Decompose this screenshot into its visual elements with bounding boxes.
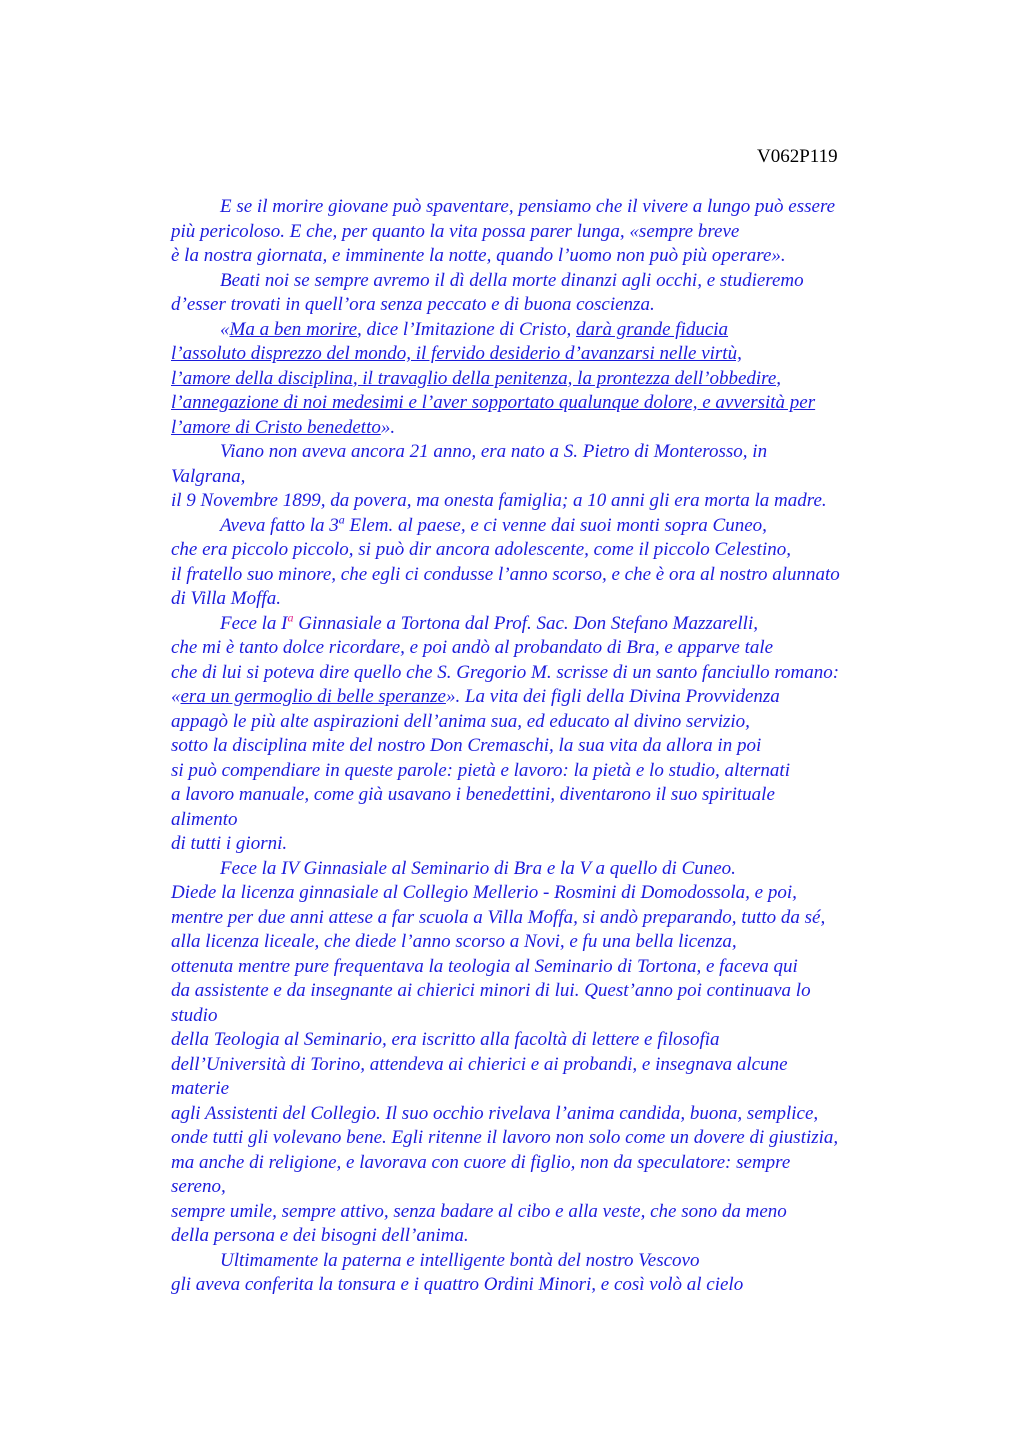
text-line — [171, 759, 911, 784]
text-line — [171, 955, 911, 980]
text-segment: E se il morire giovane può spaventare, pensiamo che il vivere a lungo può essere — [220, 196, 836, 217]
text-line — [171, 1126, 911, 1151]
text-segment: da assistente e da insegnante ai chierici minori di lui. Quest’anno poi continuava lo — [171, 980, 811, 1001]
text-segment: alimento — [171, 808, 238, 830]
superscript: a — [287, 610, 294, 625]
text-segment: che di lui si poteva dire quello che S. Gregorio M. scrisse di un santo fanciullo romano: — [171, 661, 840, 683]
text-segment: ma anche di religione, e lavorava con cuore di figlio, non da speculatore: sempre — [171, 1151, 791, 1173]
underlined-text: era un germoglio di belle speranze — [180, 686, 446, 707]
text-line — [171, 710, 911, 735]
text-line — [171, 514, 911, 539]
text-segment: Beati noi se sempre avremo il dì della morte dinanzi agli occhi, e studieremo — [220, 269, 804, 291]
text-line — [171, 465, 911, 490]
text-segment: gli aveva conferita la tonsura e i quattro Ordini Minori, e così volò al cielo — [171, 1274, 744, 1295]
text-segment: della Teologia al Seminario, era iscritto alla facoltà di lettere e filosofia — [171, 1029, 720, 1050]
underlined-text: l’amore della disciplina, il travaglio della penitenza, la prontezza dell’obbedire, — [171, 367, 782, 389]
page-code: V062P119 — [757, 146, 838, 167]
text-line — [171, 685, 911, 710]
text-segment: della persona e dei bisogni dell’anima. — [171, 1225, 469, 1246]
text-segment: Valgrana, — [171, 465, 246, 487]
superscript: a — [338, 512, 345, 527]
underlined-text: l’amore di Cristo benedetto — [171, 416, 381, 438]
text-line — [171, 636, 911, 661]
text-line — [171, 440, 911, 465]
text-line — [171, 318, 911, 343]
text-segment: ottenuta mentre pure frequentava la teologia al Seminario di Tortona, e faceva qui — [171, 955, 798, 977]
text-segment: di tutti i giorni. — [171, 833, 288, 854]
underlined-text: darà grande fiducia — [576, 318, 729, 340]
text-line — [171, 1175, 911, 1200]
text-line — [171, 1224, 911, 1249]
text-segment: Fece la I — [220, 612, 288, 634]
text-line — [171, 734, 911, 759]
text-segment: si può compendiare in queste parole: pietà e lavoro: la pietà e lo studio, alternati — [171, 759, 790, 781]
text-segment: ». — [380, 416, 396, 438]
text-line — [171, 1249, 911, 1274]
text-segment: « — [171, 686, 181, 707]
text-segment: Diede la licenza ginnasiale al Collegio Mellerio - Rosmini di Domodossola, e poi, — [171, 882, 797, 903]
text-segment: Viano non aveva ancora 21 anno, era nato a S. Pietro di Monterosso, in — [220, 441, 768, 462]
text-line — [171, 342, 911, 367]
text-segment: più pericoloso. E che, per quanto la vita possa parer lunga, «sempre breve — [171, 220, 740, 242]
text-line — [171, 612, 911, 637]
text-segment: studio — [171, 1004, 218, 1026]
text-segment: a lavoro manuale, come già usavano i benedettini, diventarono il suo spirituale — [171, 784, 775, 805]
text-segment: Ultimamente la paterna e intelligente bontà del nostro Vescovo — [220, 1249, 700, 1271]
text-line — [171, 1053, 911, 1078]
text-segment: ». La vita dei figli della Divina Provvidenza — [445, 686, 780, 707]
text-line — [171, 416, 911, 441]
text-segment: mentre per due anni attese a far scuola a Villa Moffa, si andò preparando, tutto da sé, — [171, 906, 826, 928]
text-segment: appagò le più alte aspirazioni dell’anima sua, ed educato al divino servizio, — [171, 710, 750, 732]
text-segment: che era piccolo piccolo, si può dir ancora adolescente, come il piccolo Celestino, — [171, 539, 791, 560]
text-segment: il fratello suo minore, che egli ci condusse l’anno scorso, e che è ora al nostro alunnato — [171, 563, 840, 585]
text-line — [171, 930, 911, 955]
text-segment: di Villa Moffa. — [171, 588, 281, 609]
text-segment: Elem. al paese, e ci venne dai suoi monti sopra Cuneo, — [344, 514, 767, 536]
text-line — [171, 244, 911, 269]
text-line — [171, 783, 911, 808]
text-line — [171, 857, 911, 882]
text-line — [171, 1077, 911, 1102]
text-line — [171, 881, 911, 906]
text-line — [171, 195, 911, 220]
text-segment: agli Assistenti del Collegio. Il suo occhio rivelava l’anima candida, buona, semplice, — [171, 1102, 819, 1124]
text-line — [171, 1273, 911, 1298]
text-line — [171, 391, 911, 416]
text-line — [171, 832, 911, 857]
text-segment: dell’Università di Torino, attendeva ai chierici e ai probandi, e insegnava alcune — [171, 1053, 788, 1075]
text-segment: Fece la IV Ginnasiale al Seminario di Bra e la V a quello di Cuneo. — [220, 857, 736, 879]
text-line — [171, 489, 911, 514]
text-line — [171, 1004, 911, 1029]
underlined-text: l’assoluto disprezzo del mondo, il fervido desiderio d’avanzarsi nelle virtù, — [171, 343, 742, 364]
underlined-text: Ma a ben morire — [229, 318, 358, 340]
text-segment: il 9 Novembre 1899, da povera, ma onesta famiglia; a 10 anni gli era morta la madre. — [171, 490, 827, 511]
text-line — [171, 269, 911, 294]
text-segment: sempre umile, sempre attivo, senza badare al cibo e alla veste, che sono da meno — [171, 1200, 787, 1222]
text-segment: è la nostra giornata, e imminente la notte, quando l’uomo non può più operare». — [171, 245, 786, 266]
text-line — [171, 1200, 911, 1225]
text-segment: sotto la disciplina mite del nostro Don Cremaschi, la sua vita da allora in poi — [171, 735, 762, 756]
text-segment: , dice l’Imitazione di Cristo, — [357, 318, 577, 340]
text-line — [171, 563, 911, 588]
text-segment: Ginnasiale a Tortona dal Prof. Sac. Don Stefano Mazzarelli, — [293, 612, 758, 634]
text-segment: materie — [171, 1078, 230, 1099]
text-line — [171, 1102, 911, 1127]
text-line — [171, 367, 911, 392]
text-line — [171, 906, 911, 931]
text-segment: Aveva fatto la 3 — [220, 514, 339, 536]
text-line — [171, 538, 911, 563]
text-line — [171, 661, 911, 686]
text-line — [171, 979, 911, 1004]
text-segment: « — [220, 318, 230, 340]
text-line — [171, 1028, 911, 1053]
document-body — [171, 195, 911, 1298]
text-line — [171, 220, 911, 245]
text-segment: alla licenza liceale, che diede l’anno scorso a Novi, e fu una bella licenza, — [171, 931, 737, 952]
text-line — [171, 808, 911, 833]
text-segment: onde tutti gli volevano bene. Egli ritenne il lavoro non solo come un dovere di giustizia, — [171, 1127, 839, 1148]
text-line — [171, 293, 911, 318]
text-segment: che mi è tanto dolce ricordare, e poi andò al probandato di Bra, e apparve tale — [171, 637, 774, 658]
text-line — [171, 1151, 911, 1176]
underlined-text: l’annegazione di noi medesimi e l’aver sopportato qualunque dolore, e avversità per — [171, 392, 816, 413]
text-line — [171, 587, 911, 612]
text-segment: d’esser trovati in quell’ora senza peccato e di buona coscienza. — [171, 294, 655, 315]
text-segment: sereno, — [171, 1176, 226, 1197]
